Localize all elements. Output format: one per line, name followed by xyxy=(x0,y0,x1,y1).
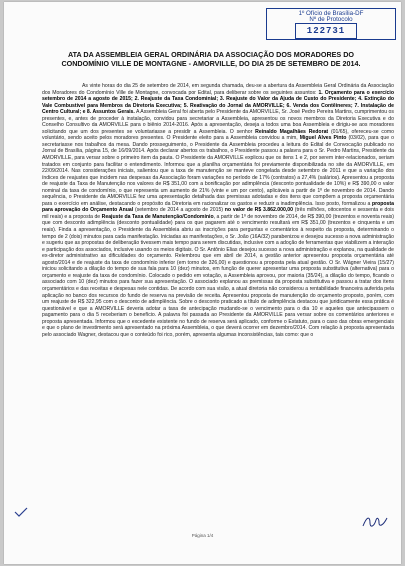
agenda-items: 1. Orçamento para o exercício setembro de 2014 a agosto de 2015; 2. Reajuste da Taxa Condominial; 3. Reajuste do Valor da Ajuda de Custo do Presidente; 4. Extinção do Vale Combustível para Membros da Diretoria Executiva; 5. Reativação do Jornal da AMORVILLE; 6. Venda dos Contêineres; 7. Instalação de Centro Cultural; e 8. Assuntos Gerais. xyxy=(42,89,394,116)
document-page xyxy=(4,2,401,564)
margin-check-mark xyxy=(14,507,28,517)
protocol-stamp xyxy=(266,8,396,40)
text-segment: (setembro de 2014 a agosto de 2015) xyxy=(133,207,225,214)
text-segment: (01/65), ofereceu-se como voluntário, sendo aceito pelos moradores presentes. O Presidente eleito para a Assembleia convidou a mim, xyxy=(42,128,394,142)
text-segment: (03/02), para que o secretariasse nos trabalhos da mesa. Dando prosseguimento, o Presidente da Assembleia procedeu a leitura do Edital de Convocação publicado no Jornal de Brasília, página 15, de 16/09/2014. Após declarar abertos os trabalhos, o Presidente passou a palavra para o Sr. Pedro Martins, Presidente da AMORVILLE, para versar sobre o primeiro item da pauta. O Presidente da AMORVILLE explicou que os itens 1 e 2, por serem inter-relacionados, seriam tratados em conjunto para facilitar o entendimento. Informou que a planilha orçamentária foi previamente disponibilizada no site da AMORVILLE, em 22/09/2014. Nas considerações iniciais, salientou que a taxa de manutenção se manteve congelada desde setembro de 2011 e que a variação dos índices de reajustes que incidem nas despesas da Associação foram variações no período de 17% (contratos) a 27,4% (salários). Apresentou a proposta de reajuste da Taxa de Manutenção nos valores de R$ 351,00 com a bonificação por adimplência (desconto pontualidade de 10%) e R$ 390,00 o valor nominal da taxa de condomínio, o que representa um aumento de 21% (vinte e um por cento), aplicáveis a partir de 1º de novembro de 2014. Dando sequência, o Presidente da AMORVILLE fez uma apresentação detalhada das premissas adotadas e dos itens que compõem a proposta orçamentária para o exercício em análise, destacando o propósito da Diretoria em racionalizar os gastos e reduzir a inadimplência. Isso posto, formalizou a xyxy=(42,135,394,207)
text-segment: A Assembleia Geral foi aberta pelo Presidente da AMORVILLE, Sr. José Pedro Pereira Martins, cumprimentou os presentes, e, antes de proceder à instalação, convidou para secretariar a Assembleia, apresentou os novos membros da Diretoria Executiva e do Conselho Consultivo da AMORVILLE para o biênio 2014-2016. Após a apresentação, deseja a todos uma boa Assembleia e dirigiu-se aos moradores solicitando que um dos presentes se voluntariasse a presidir a Assembleia. O senhor xyxy=(42,109,394,135)
stamp-protocol-label: Nº de Protocolo xyxy=(309,16,353,23)
document-title: ATA DA ASSEMBLEIA GERAL ORDINÁRIA DA ASSOCIAÇÃO DOS MORADORES DO CONDOMÍNIO VILLE DE MONTAGNE - AMORVILLE, DO DIA 25 DE SETEMBRO DE 2014. xyxy=(61,50,361,68)
minutes-body xyxy=(42,83,394,523)
stamp-protocol-number: 122731 xyxy=(295,23,357,39)
secretary-name: Miguel Alves Pinto xyxy=(299,135,347,142)
stamp-office-line: 1º Ofício de Brasília-DF xyxy=(298,10,364,17)
minutes-paragraph xyxy=(42,83,394,338)
handwritten-initials xyxy=(361,514,389,530)
page-number: Página 1/4 xyxy=(191,533,214,538)
text-segment: , a partir de 1º de novembro de 2014, de R$ 390,00 (trezentos e noventa reais) que com desconto adimplência (desconto pontualidade) para os que pagarem até o vencimento resultará em R$ 351,00 (trezentos e cinquenta e um reais). Finda a apresentação, o Presidente da Assembleia abriu as inscrições para perguntas e comentários à respeito da proposta, determinando o tempo de 2 (dois) minutos para cada manifestação. Iniciadas as manifestações, o Sr. João (16A/32) parabenizou e desejou sucesso a nova administração e sugeriu que as propostas de deliberação tivessem mais tempo para serem discutidas, inclusive com a adoção de ferramentas que viabilizem a interação e participação dos associados, inclusive usando os meios digitais. O Sr. Antônio Elias desejou sucesso a nova administração e explanou, na qualidade de ex-diretor administrativo as dificuldades do orçamento. Relembrou que em abril de 2014, a gestão anterior apresentou proposta orçamentária até agosto/2014 e de reajuste da taxa de condomínio inferior (em torno de 326,00) e questionou a proposta pela atual gestão. O Sr. Wágner Vieira (15/27) iniciou solicitando a dilação do tempo de sua fala para 10 (dez) minutos, em função de querer apresentar uma proposta substitutiva (alternativa) para o orçamento e reajuste da taxa de condomínio. Colocado o pedido em votação, a Assembleia aprovou, por maioria (35/24), a dilação do tempo, ficando o associado com 10 (dez) minutos para fazer sua apresentação. O associado explanou as premissas da proposta substitutiva e passou a tratar dos itens orçamentários e das receitas e despesas nele contidas. De acordo com sua visão, a atual diretoria não considerou a rentabilidade financeira auferida pela aplicação no banco dos recursos do fundo de reserva na previsão de receita. Apresentou proposta de manutenção do orçamento proposto, porém, com um reajuste de R$ 322,95 com o desconto de adimplência. Sobre o desconto praticado a título de adimplência destacou que juridicamente essa prática é questionável e que a AMORVILLE deveria adotar a taxa de antecipação mudando-se o vencimento para o dia 10 e aqueles que antecipassem o pagamento para o dia 5 receberiam o benefício. A palavra foi passada ao Presidente da AMORVILLE para versar sobre os comentários anteriores e proposta apresentada. Informou que o excedente existente no fundo de reserva será aplicado, conforme o Estatuto, para o caso das obras emergenciais e que o plano de investimento será apresentado na próxima Assembleia, o que deverá ocorrer em dezembro/2014. Com relação à proposta apresentada pelo associado Wagner, destacou que o conteúdo foi rico, porém, apresenta algumas inconsistências, tais como: que o xyxy=(42,213,394,338)
text-segment: (três milhões, oitocentos e sessenta e dois mil reais) e a proposta de xyxy=(42,207,394,220)
fee-adjustment-label: Reajuste da Taxa de Manutenção/Condomínio xyxy=(101,213,214,220)
budget-proposal-label: proposta para aprovação do Orçamento Anual xyxy=(42,200,394,214)
assembly-president-name: Reinaldo Magalhães Redorat xyxy=(255,128,329,135)
text-segment: As vinte horas do dia 25 de setembro de 2014, em segunda chamada, deu-se a abertura da Assembleia Geral Ordinária da Associação dos Moradores do Condomínio Ville de Montagne, convocada por Edital, para deliberar sobre os seguintes assuntos: xyxy=(42,83,394,96)
budget-amount: no valor de R$ 3.862.000,00 xyxy=(224,207,294,214)
